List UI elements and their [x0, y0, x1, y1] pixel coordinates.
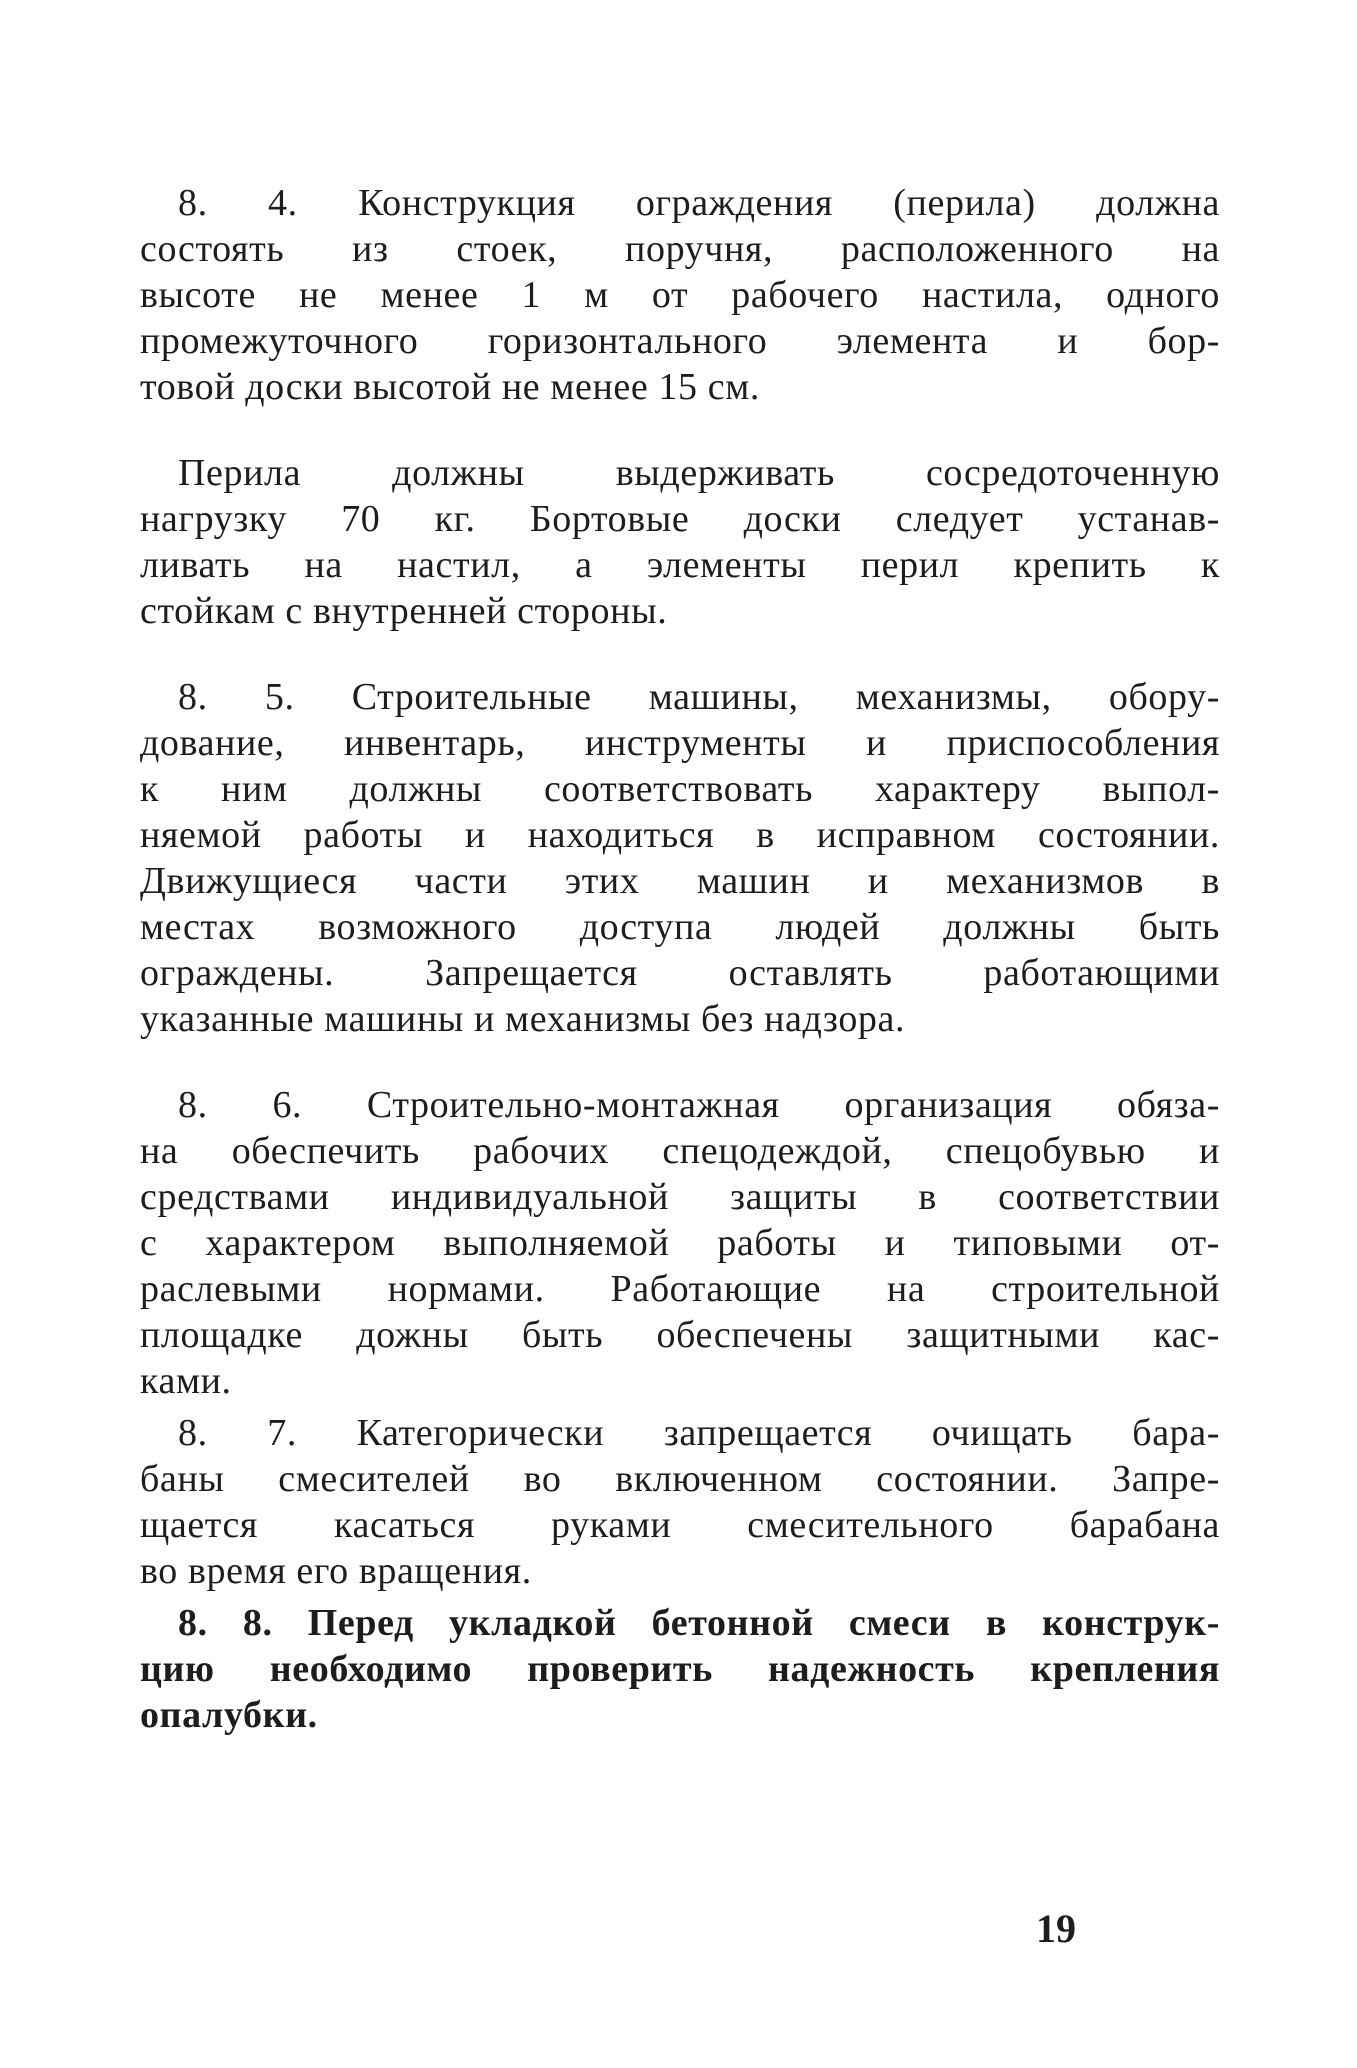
text-line: состоять из стоек, поручня, расположенного на: [140, 228, 1220, 270]
text-line: дование, инвентарь, инструменты и приспособления: [140, 722, 1220, 764]
text-line: 8. 4. Конструкция ограждения (перила) должна: [178, 182, 1220, 224]
text-line: нагрузку 70 кг. Бортовые доски следует устанав-: [140, 498, 1220, 540]
text-line: 8. 6. Строительно-монтажная организация обяза-: [178, 1084, 1220, 1126]
text-line: средствами индивидуальной защиты в соответствии: [140, 1176, 1220, 1218]
text-line: 8. 8. Перед укладкой бетонной смеси в конструк-: [178, 1602, 1220, 1644]
text-line: высоте не менее 1 м от рабочего настила, одного: [140, 274, 1220, 316]
paragraph-8-6: [140, 1082, 1220, 1404]
text-line: к ним должны соответствовать характеру выпол-: [140, 768, 1220, 810]
paragraph-8-4-continued: [140, 450, 1220, 634]
text-line: ливать на настил, а элементы перил крепить к: [140, 544, 1220, 586]
text-line: раслевыми нормами. Работающие на строительной: [140, 1268, 1220, 1310]
text-line: баны смесителей во включенном состоянии. Запре-: [140, 1458, 1220, 1500]
text-line: стойкам с внутренней стороны.: [140, 590, 668, 632]
text-line: во время его вращения.: [140, 1550, 532, 1592]
text-line: товой доски высотой не менее 15 см.: [140, 366, 760, 408]
text-line: цию необходимо проверить надежность крепления: [140, 1648, 1220, 1690]
text-line: няемой работы и находиться в исправном состоянии.: [140, 814, 1220, 856]
text-line: ками.: [140, 1360, 232, 1402]
text-line: площадке дожны быть обеспечены защитными кас-: [140, 1314, 1220, 1356]
text-line: на обеспечить рабочих спецодеждой, спецобувью и: [140, 1130, 1220, 1172]
text-line: 8. 5. Строительные машины, механизмы, обору-: [178, 676, 1220, 718]
text-line: Движущиеся части этих машин и механизмов в: [140, 860, 1220, 902]
text-line: щается касаться руками смесительного барабана: [140, 1504, 1220, 1546]
page-number: 19: [1036, 1906, 1076, 1951]
paragraph-8-7: [140, 1410, 1220, 1594]
text-line: Перила должны выдерживать сосредоточенную: [178, 452, 1220, 494]
document-page: [140, 180, 1220, 1738]
text-line: ограждены. Запрещается оставлять работающими: [140, 952, 1220, 994]
paragraph-8-4: [140, 180, 1220, 410]
text-line: указанные машины и механизмы без надзора.: [140, 998, 906, 1040]
text-line: промежуточного горизонтального элемента и бор-: [140, 320, 1220, 362]
paragraph-8-5: [140, 674, 1220, 1042]
paragraph-8-8: [140, 1600, 1220, 1738]
text-line: 8. 7. Категорически запрещается очищать бара-: [178, 1412, 1220, 1454]
text-line: опалубки.: [140, 1694, 318, 1736]
text-line: местах возможного доступа людей должны быть: [140, 906, 1220, 948]
text-line: с характером выполняемой работы и типовыми от-: [140, 1222, 1220, 1264]
